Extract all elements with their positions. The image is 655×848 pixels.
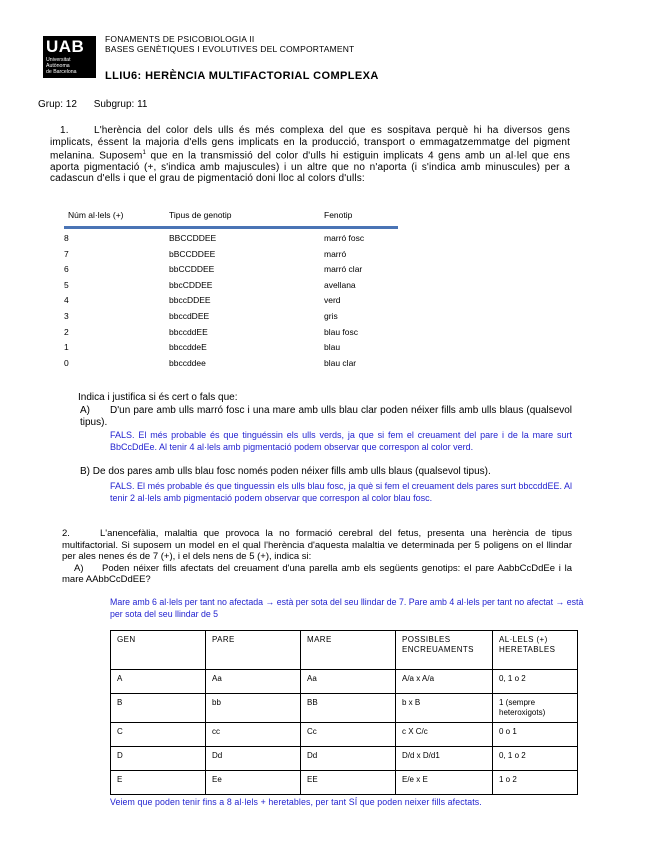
q2-part-a-text: Poden néixer fills afectats del creuament d'una parella amb els següents genotips: el pare AabbCcDdEe i la mare AAbbCcDdEE? — [62, 562, 572, 585]
table-header: AL·LELS (+) HERETABLES — [493, 631, 578, 670]
table-cell: 0 — [64, 357, 69, 368]
table-cell: B — [111, 694, 206, 723]
table-row — [111, 771, 578, 795]
table-cell: bb — [206, 694, 301, 723]
subgroup-label: Subgrup: 11 — [93, 99, 148, 110]
question-number: 1. — [60, 125, 69, 136]
table-cell: 2 — [64, 326, 69, 337]
table-row — [111, 723, 578, 747]
q1-part-a — [80, 405, 572, 428]
table-cell: 0, 1 o 2 — [493, 670, 578, 694]
table-row — [64, 280, 398, 295]
genotype-table — [110, 630, 578, 795]
table-header: Fenotip — [324, 210, 353, 220]
table-cell: Aa — [206, 670, 301, 694]
answer-b: FALS. El més probable és que tinguessin els ulls blau fosc, ja què si fem el creuament dels pares surt bbccddEE. Al tenir 2 al·lels amb pigmentació podem observar que correspon al color blau fosc. — [110, 481, 572, 503]
table-cell: bbCCDDEE — [169, 264, 215, 275]
table-cell: bbcCDDEE — [169, 279, 213, 290]
logo-line: Universitat — [46, 57, 71, 63]
table-cell: c X C/c — [396, 723, 493, 747]
table-cell: b x B — [396, 694, 493, 723]
logo-mark: UAB — [46, 37, 85, 56]
table-cell: A/a x A/a — [396, 670, 493, 694]
table-cell: blau fosc — [324, 326, 359, 337]
table-cell: avellana — [324, 279, 356, 290]
table-row — [111, 694, 578, 723]
table-cell: marró — [324, 248, 347, 259]
footnote-marker: 1 — [142, 150, 147, 156]
table-row — [64, 264, 398, 279]
table-row — [64, 311, 398, 326]
table-cell: 3 — [64, 311, 69, 321]
table-cell: Dd — [301, 747, 396, 771]
q2-part-a-label: A) — [74, 562, 84, 574]
table-cell: bbccddeE — [169, 342, 207, 353]
course-header — [105, 34, 354, 54]
table-cell: bbccDDEE — [169, 295, 211, 306]
answer-a: FALS. El més probable és que tinguéssin els ulls verds, ja que si fem el creuament del pare i de la mare surt BbCcDdEe. Al tenir 4 al·lels amb pigmentació podem observar que correspon al color verd. — [110, 430, 572, 452]
logo-line: de Barcelona — [46, 69, 77, 75]
table-cell: marró fosc — [324, 233, 365, 243]
table-header: POSSIBLES ENCREUAMENTS — [396, 631, 493, 670]
table-row — [64, 327, 398, 342]
table-cell: gris — [324, 311, 338, 321]
uab-logo — [43, 36, 96, 78]
table-cell: A — [111, 670, 206, 694]
table-cell: D/d x D/d1 — [396, 747, 493, 771]
question-number: 2. — [62, 528, 70, 539]
table-header: GEN — [111, 631, 206, 670]
table-rule — [64, 226, 398, 229]
table-row — [111, 670, 578, 694]
question-1-text-a: L'herència del color dels ulls és més complexa del que es sospitava perquè hi ha diversos gens implicats, éssent la majoria d'ells gens implicats en la producció, transport o emmagatzemmatge del pigment melanina. Suposem — [50, 125, 570, 162]
table-cell: bBCCDDEE — [169, 248, 216, 259]
table-row — [64, 249, 398, 264]
table-cell: 1 — [64, 342, 69, 353]
table-cell: bbccddee — [169, 357, 206, 368]
table-cell: E — [111, 771, 206, 795]
table-header: PARE — [206, 631, 301, 670]
table-row — [111, 747, 578, 771]
table-cell: D — [111, 747, 206, 771]
table-cell: 5 — [64, 279, 69, 290]
table-cell: marró clar — [324, 264, 363, 275]
table-cell: 1 o 2 — [493, 771, 578, 795]
table-cell: 1 (sempre heteroxigots) — [493, 694, 578, 723]
q1-instruction: Indica i justifica si és cert o fals que: — [78, 392, 238, 403]
group-info — [38, 99, 161, 110]
table-row — [64, 358, 398, 373]
table-cell: 4 — [64, 295, 69, 306]
table-cell: cc — [206, 723, 301, 747]
table-cell: blau clar — [324, 357, 357, 368]
course-line-2: BASES GENÈTIQUES I EVOLUTIVES DEL COMPORTAMENT — [105, 44, 355, 54]
table-row — [64, 342, 398, 357]
q2-answer: Mare amb 6 al·lels per tant no afectada → està per sota del seu llindar de 7. Pare amb 4 al·lels per tant no afectat → està per sota del seu llindar de 5 — [110, 597, 584, 619]
table-cell: blau — [324, 342, 341, 353]
table-cell: Aa — [301, 670, 396, 694]
page-title: LLIU6: HERÈNCIA MULTIFACTORIAL COMPLEXA — [105, 70, 379, 82]
table-cell: verd — [324, 295, 341, 306]
table-cell: BB — [301, 694, 396, 723]
group-label: Grup: 12 — [38, 99, 77, 110]
table-cell: BBCCDDEE — [169, 233, 217, 243]
logo-subtext — [46, 57, 77, 75]
conclusion: Veiem que poden tenir fins a 8 al·lels + heretables, per tant SÍ que poden neixer fills afectats. — [110, 797, 482, 807]
table-header: Núm al·lels (+) — [68, 210, 124, 220]
logo-line: Autònoma — [46, 63, 70, 69]
table-cell: 8 — [64, 233, 69, 243]
table-cell: C — [111, 723, 206, 747]
table-header-row — [111, 631, 578, 670]
question-2 — [62, 528, 572, 586]
table-cell: bbccddEE — [169, 326, 208, 337]
table-cell: bbccdDEE — [169, 311, 210, 321]
table-header: Tipus de genotip — [169, 210, 232, 220]
part-a-text: D'un pare amb ulls marró fosc i una mare amb ulls blau clar poden néixer fills amb ulls blaus (qualsevol tipus). — [80, 405, 572, 428]
question-1 — [50, 125, 570, 185]
part-a-label: A) — [80, 405, 90, 416]
table-cell: 7 — [64, 248, 69, 259]
table-row — [64, 295, 398, 310]
question-2-text: L'anencefàlia, malaltia que provoca la no formació cerebral del fetus, presenta una herència de tipus multifactorial. Si suposem un model en el qual l'herència d'aquesta malaltia ve determinada per 5 poligens on el llindar per ales nenes és de 7 (+), i el dels nens de 5 (+), indica si: — [62, 528, 572, 562]
table-cell: Cc — [301, 723, 396, 747]
table-cell: EE — [301, 771, 396, 795]
table-cell: Ee — [206, 771, 301, 795]
table-row — [64, 233, 398, 248]
question-1-text-b: que en la transmissió del color d'ulls hi estiguin implicats 4 gens amb un al·lel que ens aporta pigmentació (+, s'indica amb majuscules) i un altre que no n'aporta (i s'indica amb minuscules) per a cadascun d'ells i que el grau de pigmentació doni lloc al colors d'ulls: — [50, 150, 571, 185]
table-header: MARE — [301, 631, 396, 670]
table-cell: Dd — [206, 747, 301, 771]
table-cell: 6 — [64, 264, 69, 275]
table-cell: E/e x E — [396, 771, 493, 795]
q1-part-b: B) De dos pares amb ulls blau fosc només poden néixer fills amb ulls blaus (qualsevol tipus). — [80, 466, 491, 477]
course-line-1: FONAMENTS DE PSICOBIOLOGIA II — [105, 34, 255, 44]
table-cell: 0, 1 o 2 — [493, 747, 578, 771]
table-cell: 0 o 1 — [493, 723, 578, 747]
